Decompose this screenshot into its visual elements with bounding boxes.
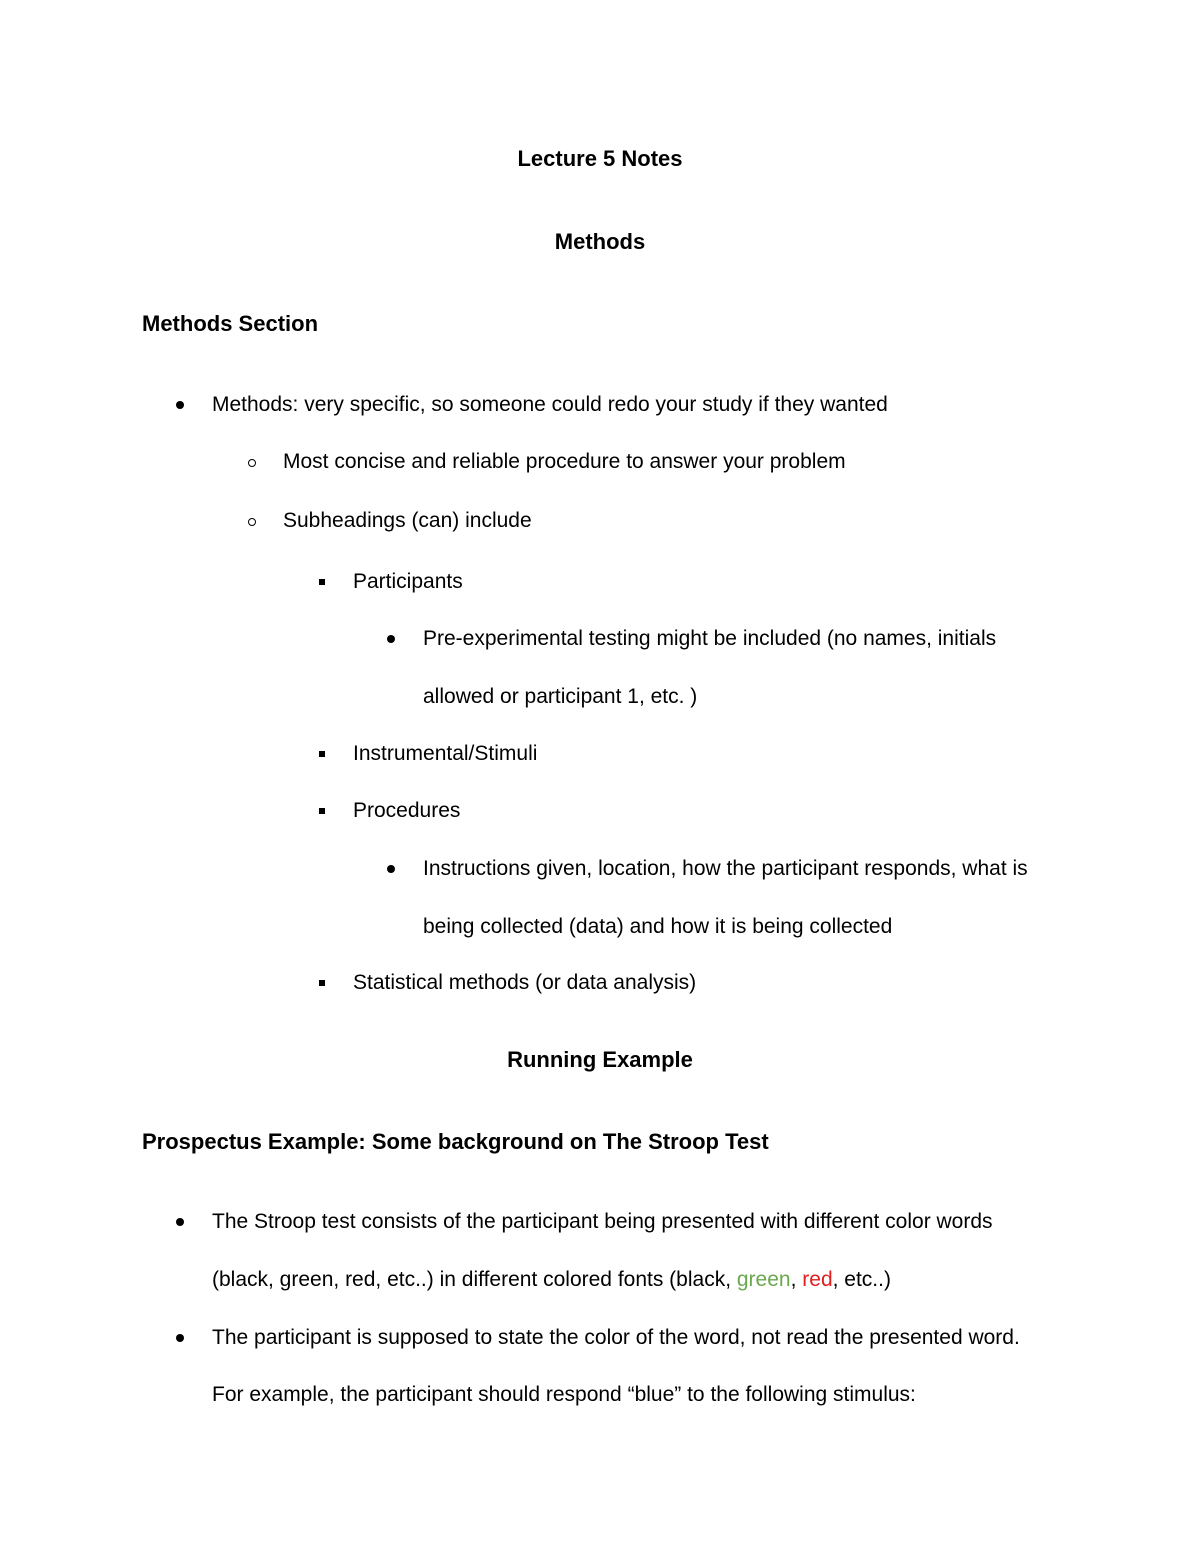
list-item-continuation: For example, the participant should respond “blue” to the following stimulus:: [212, 1383, 916, 1406]
bullet-square-icon: [319, 808, 325, 814]
text-run: (black, green, red, etc..) in different colored fonts (black,: [212, 1268, 737, 1291]
list-item-continuation: being collected (data) and how it is being collected: [423, 915, 893, 938]
bullet-dot-icon: [387, 635, 395, 643]
list-item: Subheadings (can) include: [283, 509, 532, 532]
section-heading-prospectus: Prospectus Example: Some background on The Stroop Test: [142, 1129, 769, 1154]
text-run: ,: [790, 1268, 803, 1291]
bullet-dot-icon: [176, 401, 184, 409]
bullet-square-icon: [319, 579, 325, 585]
list-item: Pre-experimental testing might be included (no names, initials: [423, 627, 997, 650]
list-item: Instructions given, location, how the participant responds, what is: [423, 857, 1028, 880]
list-item-continuation: [212, 1265, 891, 1295]
list-item-continuation: allowed or participant 1, etc. ): [423, 685, 698, 708]
text-run: , etc..): [832, 1268, 891, 1291]
list-item: Procedures: [353, 799, 461, 822]
list-item: Instrumental/Stimuli: [353, 742, 538, 765]
bullet-dot-icon: [387, 865, 395, 873]
list-item: The Stroop test consists of the participant being presented with different color words: [212, 1210, 993, 1233]
document-subtitle: Methods: [554, 229, 646, 254]
bullet-square-icon: [319, 980, 325, 986]
list-item: Methods: very specific, so someone could redo your study if they wanted: [212, 393, 888, 416]
bullet-dot-icon: [176, 1334, 184, 1342]
list-item: Most concise and reliable procedure to answer your problem: [283, 450, 846, 473]
bullet-circle-icon: [248, 459, 256, 467]
bullet-circle-icon: [248, 518, 256, 526]
document-title: Lecture 5 Notes: [517, 146, 683, 171]
list-item: Statistical methods (or data analysis): [353, 971, 697, 994]
bullet-dot-icon: [176, 1218, 184, 1226]
red-word: red: [802, 1268, 833, 1291]
list-item: Participants: [353, 570, 463, 593]
green-word: green: [736, 1268, 791, 1291]
running-example-heading: Running Example: [507, 1047, 693, 1072]
section-heading-methods: Methods Section: [142, 311, 319, 336]
list-item: The participant is supposed to state the color of the word, not read the presented word.: [212, 1326, 1020, 1349]
bullet-square-icon: [319, 751, 325, 757]
